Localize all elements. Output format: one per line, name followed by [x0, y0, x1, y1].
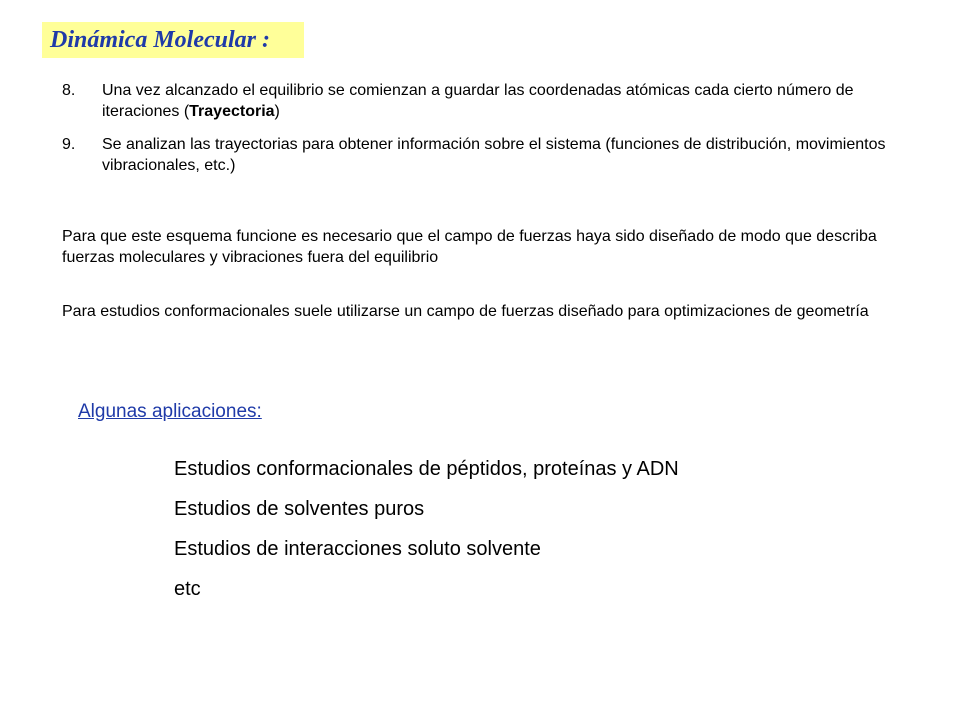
step-text [102, 82, 854, 120]
trajectory-term: Trayectoria [189, 103, 275, 120]
step-number: 8. [62, 82, 76, 99]
step-number: 9. [62, 136, 76, 153]
list-item: Estudios conformacionales de péptidos, proteínas y ADN [174, 458, 679, 480]
list-item: etc [174, 578, 201, 600]
paragraph-conformational-studies: Para estudios conformacionales suele utilizarse un campo de fuerzas diseñado para optimizaciones de geometría [62, 303, 869, 320]
paragraph-force-field-requirement: Para que este esquema funcione es necesario que el campo de fuerzas haya sido diseñado de modo que describa fuerzas moleculares y vibraciones fuera del equilibrio [62, 228, 877, 266]
step-text-part: ) [274, 103, 280, 120]
steps-list [62, 80, 922, 188]
list-item: Estudios de solventes puros [174, 498, 425, 520]
applications-list [174, 456, 679, 616]
step-text: Se analizan las trayectorias para obtener información sobre el sistema (funciones de distribución, movimientos vibracionales, etc.) [102, 136, 886, 174]
applications-heading-link[interactable]: Algunas aplicaciones: [78, 401, 262, 422]
step-item [62, 80, 922, 122]
step-text-part: Una vez alcanzado el equilibrio se comienzan a guardar las coordenadas atómicas cada cierto número de iteraciones ( [102, 82, 854, 120]
slide-title: Dinámica Molecular : [50, 27, 270, 53]
list-item: Estudios de interacciones soluto solvente [174, 538, 541, 560]
step-item [62, 134, 922, 176]
